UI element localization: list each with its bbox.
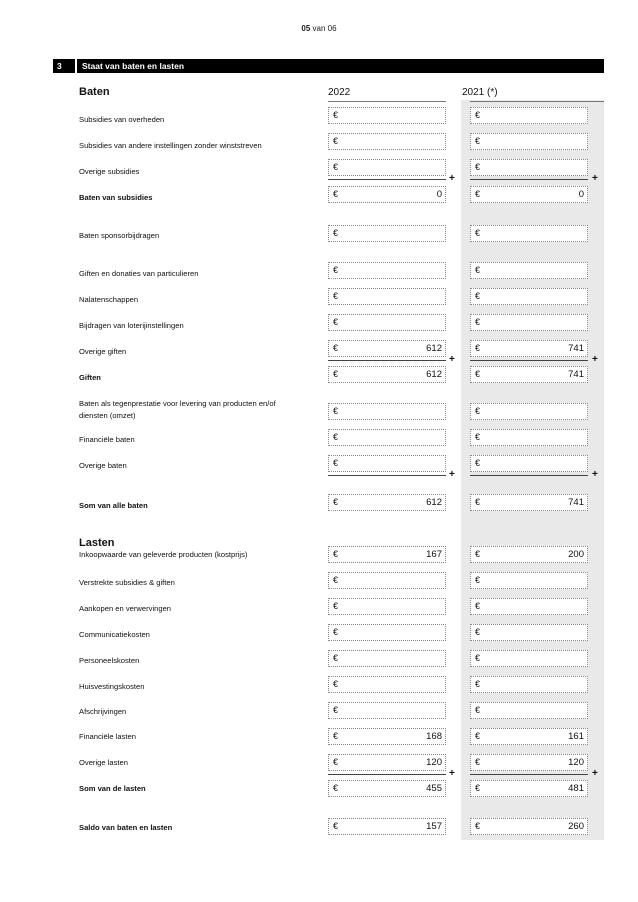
row-label: Afschrijvingen — [79, 707, 127, 716]
amount-field-2021[interactable] — [470, 818, 588, 835]
amount-field-2021[interactable] — [470, 133, 588, 150]
currency-symbol: € — [333, 265, 339, 275]
plus-sign: + — [449, 768, 455, 779]
row-label: Subsidies van overheden — [79, 115, 165, 124]
section-title: Staat van baten en lasten — [82, 61, 185, 71]
amount-field-2022[interactable] — [328, 624, 446, 641]
currency-symbol: € — [333, 705, 339, 715]
sum-line-2022 — [328, 475, 446, 476]
currency-symbol: € — [475, 162, 481, 172]
currency-symbol: € — [475, 627, 481, 637]
amount-field-2021[interactable] — [470, 598, 588, 615]
column-2022-underline — [328, 101, 446, 102]
currency-symbol: € — [333, 406, 339, 416]
amount-field-2021[interactable] — [470, 186, 588, 203]
currency-symbol: € — [475, 821, 481, 831]
currency-symbol: € — [475, 317, 481, 327]
currency-symbol: € — [475, 369, 481, 379]
amount-field-2022[interactable] — [328, 314, 446, 331]
amount-field-2021[interactable] — [470, 225, 588, 242]
currency-symbol: € — [475, 497, 481, 507]
row-label: Verstrekte subsidies & giften — [79, 578, 175, 587]
row-label: Baten van subsidies — [79, 193, 153, 202]
currency-symbol: € — [333, 821, 339, 831]
amount-field-2021[interactable] — [470, 572, 588, 589]
currency-symbol: € — [333, 228, 339, 238]
amount-field-2022[interactable] — [328, 225, 446, 242]
amount-field-2022[interactable] — [328, 429, 446, 446]
row-label: Overige lasten — [79, 758, 128, 767]
amount-value: 741 — [568, 343, 584, 354]
amount-field-2021[interactable] — [470, 650, 588, 667]
amount-field-2022[interactable] — [328, 650, 446, 667]
plus-sign: + — [592, 469, 598, 480]
currency-symbol: € — [475, 228, 481, 238]
row-label: Saldo van baten en lasten — [79, 823, 173, 832]
section-separator — [75, 59, 77, 73]
sum-line-2021 — [470, 475, 588, 476]
amount-value: 161 — [568, 731, 584, 742]
amount-field-2021[interactable] — [470, 107, 588, 124]
row-label: Nalatenschappen — [79, 295, 139, 304]
sum-line-2022 — [328, 360, 446, 361]
currency-symbol: € — [333, 575, 339, 585]
currency-symbol: € — [333, 627, 339, 637]
currency-symbol: € — [475, 265, 481, 275]
amount-value: 168 — [426, 731, 442, 742]
plus-sign: + — [449, 354, 455, 365]
amount-value: 200 — [568, 549, 584, 560]
currency-symbol: € — [333, 343, 339, 353]
currency-symbol: € — [333, 317, 339, 327]
sum-line-2022 — [328, 774, 446, 775]
amount-field-2021[interactable] — [470, 546, 588, 563]
baten-heading: Baten — [79, 86, 110, 98]
currency-symbol: € — [333, 110, 339, 120]
currency-symbol: € — [475, 679, 481, 689]
currency-symbol: € — [475, 432, 481, 442]
currency-symbol: € — [333, 601, 339, 611]
row-label: Som van alle baten — [79, 501, 148, 510]
amount-value: 741 — [568, 369, 584, 380]
amount-field-2021[interactable] — [470, 455, 588, 472]
amount-field-2022[interactable] — [328, 186, 446, 203]
amount-field-2022[interactable] — [328, 494, 446, 511]
amount-value: 120 — [568, 757, 584, 768]
currency-symbol: € — [475, 757, 481, 767]
currency-symbol: € — [475, 110, 481, 120]
amount-field-2021[interactable] — [470, 340, 588, 357]
plus-sign: + — [449, 173, 455, 184]
amount-field-2021[interactable] — [470, 780, 588, 797]
currency-symbol: € — [475, 549, 481, 559]
currency-symbol: € — [333, 189, 339, 199]
amount-field-2022[interactable] — [328, 107, 446, 124]
amount-field-2022[interactable] — [328, 598, 446, 615]
amount-value: 0 — [578, 189, 584, 200]
amount-field-2021[interactable] — [470, 403, 588, 420]
sum-line-2021 — [470, 774, 588, 775]
plus-sign: + — [449, 469, 455, 480]
amount-value: 612 — [426, 343, 442, 354]
column-2021-header: 2021 (*) — [462, 87, 498, 98]
row-label: Som van de lasten — [79, 784, 146, 793]
row-label: Aankopen en verwervingen — [79, 604, 172, 613]
row-label: Inkoopwaarde van geleverde producten (kostprijs) — [79, 550, 248, 559]
currency-symbol: € — [333, 731, 339, 741]
sum-line-2022 — [328, 179, 446, 180]
amount-field-2021[interactable] — [470, 754, 588, 771]
row-label: Personeelskosten — [79, 656, 140, 665]
amount-field-2022[interactable] — [328, 366, 446, 383]
amount-field-2021[interactable] — [470, 676, 588, 693]
row-label: Baten sponsorbijdragen — [79, 231, 160, 240]
sum-line-2021 — [470, 360, 588, 361]
row-label: Financiële lasten — [79, 732, 136, 741]
amount-field-2022[interactable] — [328, 728, 446, 745]
amount-field-2021[interactable] — [470, 429, 588, 446]
amount-field-2021[interactable] — [470, 624, 588, 641]
currency-symbol: € — [333, 162, 339, 172]
amount-field-2021[interactable] — [470, 366, 588, 383]
page-number — [0, 24, 638, 33]
amount-field-2021[interactable] — [470, 288, 588, 305]
amount-field-2021[interactable] — [470, 728, 588, 745]
amount-field-2022[interactable] — [328, 455, 446, 472]
amount-field-2021[interactable] — [470, 494, 588, 511]
amount-field-2021[interactable] — [470, 702, 588, 719]
amount-field-2022[interactable] — [328, 780, 446, 797]
row-label: Financiële baten — [79, 435, 135, 444]
sum-line-2021 — [470, 179, 588, 180]
section-number: 3 — [57, 61, 62, 71]
lasten-heading: Lasten — [79, 537, 115, 549]
currency-symbol: € — [475, 731, 481, 741]
section-header — [53, 59, 604, 73]
row-label: Overige subsidies — [79, 167, 140, 176]
amount-field-2021[interactable] — [470, 314, 588, 331]
page-current: 05 — [301, 24, 311, 33]
amount-value: 167 — [426, 549, 442, 560]
amount-field-2022[interactable] — [328, 754, 446, 771]
currency-symbol: € — [333, 291, 339, 301]
amount-field-2022[interactable] — [328, 572, 446, 589]
amount-field-2022[interactable] — [328, 676, 446, 693]
page-total: van 06 — [312, 24, 337, 33]
currency-symbol: € — [333, 369, 339, 379]
currency-symbol: € — [475, 783, 481, 793]
currency-symbol: € — [333, 136, 339, 146]
currency-symbol: € — [475, 406, 481, 416]
amount-field-2022[interactable] — [328, 159, 446, 176]
currency-symbol: € — [333, 458, 339, 468]
row-label: Overige giften — [79, 347, 127, 356]
row-label: Bijdragen van loterijinstellingen — [79, 321, 184, 330]
currency-symbol: € — [333, 432, 339, 442]
row-label: Giften — [79, 373, 101, 382]
currency-symbol: € — [333, 757, 339, 767]
row-label: Communicatiekosten — [79, 630, 150, 639]
amount-field-2021[interactable] — [470, 159, 588, 176]
currency-symbol: € — [475, 458, 481, 468]
plus-sign: + — [592, 768, 598, 779]
amount-field-2021[interactable] — [470, 262, 588, 279]
amount-field-2022[interactable] — [328, 340, 446, 357]
amount-value: 455 — [426, 783, 442, 794]
amount-field-2022[interactable] — [328, 702, 446, 719]
amount-field-2022[interactable] — [328, 133, 446, 150]
row-label: Giften en donaties van particulieren — [79, 269, 199, 278]
currency-symbol: € — [333, 679, 339, 689]
amount-field-2022[interactable] — [328, 403, 446, 420]
amount-value: 741 — [568, 497, 584, 508]
currency-symbol: € — [475, 136, 481, 146]
currency-symbol: € — [475, 189, 481, 199]
currency-symbol: € — [475, 601, 481, 611]
plus-sign: + — [592, 173, 598, 184]
currency-symbol: € — [475, 705, 481, 715]
amount-value: 260 — [568, 821, 584, 832]
currency-symbol: € — [475, 291, 481, 301]
currency-symbol: € — [475, 575, 481, 585]
row-label: Subsidies van andere instellingen zonder winststreven — [79, 141, 262, 150]
row-label: Overige baten — [79, 461, 127, 470]
amount-field-2022[interactable] — [328, 546, 446, 563]
currency-symbol: € — [333, 497, 339, 507]
amount-value: 120 — [426, 757, 442, 768]
currency-symbol: € — [475, 343, 481, 353]
column-2021-underline — [470, 101, 604, 102]
amount-value: 0 — [436, 189, 442, 200]
amount-value: 481 — [568, 783, 584, 794]
row-label: Huisvestingskosten — [79, 682, 145, 691]
amount-field-2022[interactable] — [328, 818, 446, 835]
currency-symbol: € — [333, 549, 339, 559]
plus-sign: + — [592, 354, 598, 365]
amount-field-2022[interactable] — [328, 262, 446, 279]
amount-field-2022[interactable] — [328, 288, 446, 305]
currency-symbol: € — [333, 783, 339, 793]
currency-symbol: € — [475, 653, 481, 663]
amount-value: 157 — [426, 821, 442, 832]
amount-value: 612 — [426, 369, 442, 380]
column-2022-header: 2022 — [328, 87, 351, 98]
row-label: Baten als tegenprestatie voor levering van producten en/of diensten (omzet) — [79, 399, 276, 420]
amount-value: 612 — [426, 497, 442, 508]
currency-symbol: € — [333, 653, 339, 663]
